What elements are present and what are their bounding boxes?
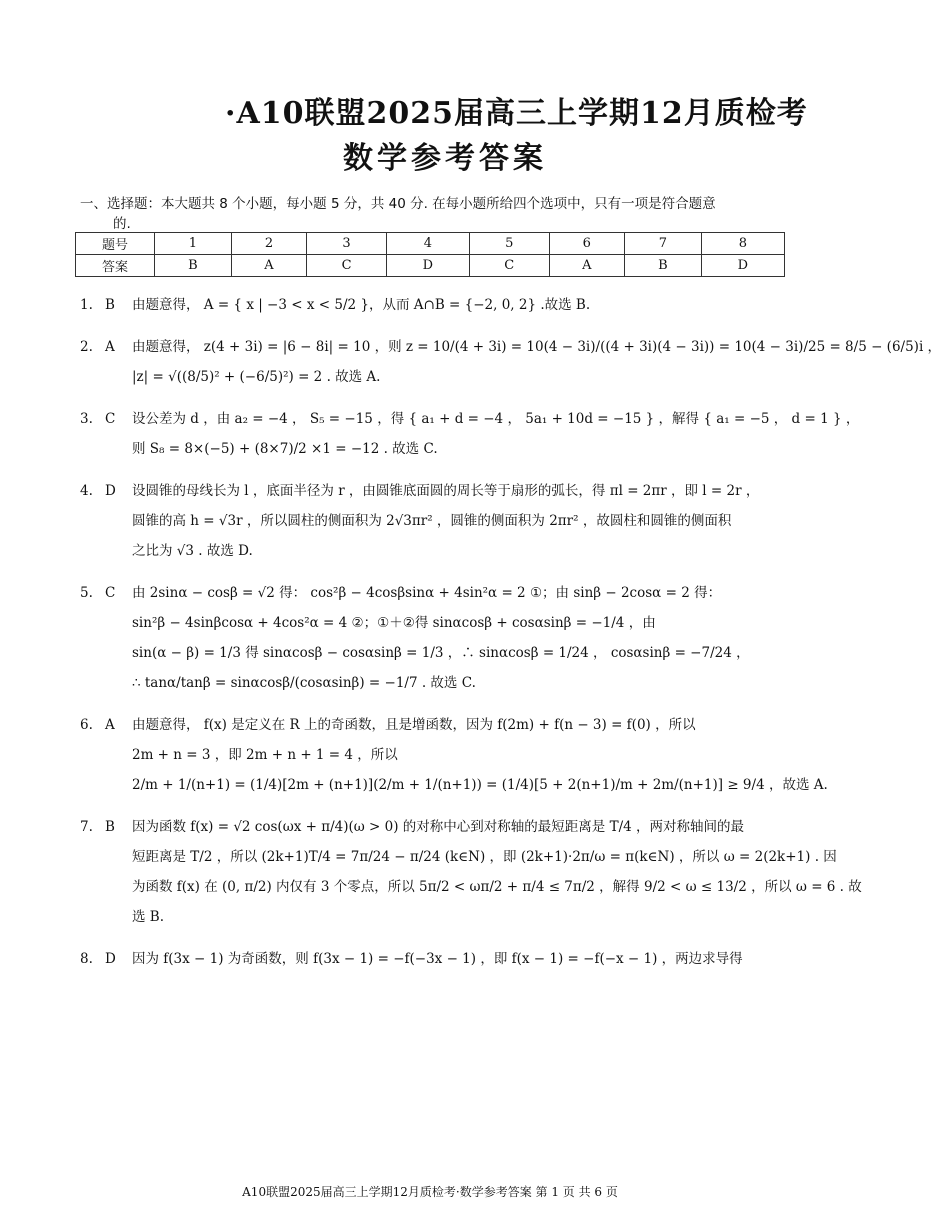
solution-line: 由题意得， z(4 + 3i) = |6 − 8i| = 10 ，则 z = 10/(4 + 3i) = 10(4 − 3i)/((4 + 3i)(4 − 3i)) = 10(4 − 3i)/25 = 8/5 − (6/5)i ， — [132, 339, 941, 355]
solution-answer: C — [105, 585, 116, 601]
question-number: 4 — [386, 233, 469, 255]
section-heading — [80, 194, 785, 234]
section-heading-line: 的. — [113, 216, 131, 232]
solution-body — [132, 332, 941, 392]
question-number: 5 — [469, 233, 549, 255]
solution-line: 设公差为 d ，由 a₂ = −4 ， S₅ = −15 ，得 { a₁ + d = −4 ， 5a₁ + 10d = −15 } ，解得 { a₁ = −5 ， d = 1 } ， — [132, 411, 860, 427]
solution-answer: D — [105, 483, 116, 499]
solution-line: 因为函数 f(x) = √2 cos(ωx + π/4)(ω > 0) 的对称中心到对称轴的最短距离是 T/4 ，两对称轴间的最 — [132, 819, 745, 835]
solution-item — [80, 812, 862, 932]
solution-item — [80, 290, 790, 320]
solution-line: 则 S₈ = 8×(−5) + (8×7)/2 ×1 = −12 . 故选 C. — [132, 441, 438, 457]
solution-line: 由题意得， A = { x | −3 < x < 5/2 }，从而 A∩B = {−2, 0, 2} .故选 B. — [132, 297, 591, 313]
solution-body — [132, 944, 790, 974]
solution-line: 2m + n = 3 ，即 2m + n + 1 = 4 ，所以 — [132, 747, 398, 763]
solution-answer: B — [105, 297, 115, 313]
solution-item — [80, 404, 860, 464]
solution-number: 4. — [80, 483, 93, 499]
answer-cell: A — [231, 255, 307, 277]
solutions-list — [80, 290, 941, 986]
header-label: 题号 — [76, 233, 155, 255]
solution-number: 5. — [80, 585, 93, 601]
answer-cell: A — [549, 255, 625, 277]
answer-label: 答案 — [76, 255, 155, 277]
solution-body — [132, 404, 859, 464]
solution-line: 选 B. — [132, 909, 165, 925]
page-title: ·A10联盟2025届高三上学期12月质检考 — [225, 96, 808, 131]
page-subtitle: 数学参考答案 — [343, 141, 547, 176]
answer-cell: D — [386, 255, 469, 277]
solution-line: sin(α − β) = 1/3 得 sinαcosβ − cosαsinβ = 1/3 ，∴ sinαcosβ = 1/24 ， cosαsinβ = −7/24 ， — [132, 645, 750, 661]
solution-line: 圆锥的高 h = √3r ，所以圆柱的侧面积为 2√3πr² ，圆锥的侧面积为 2πr² ，故圆柱和圆锥的侧面积 — [132, 513, 732, 529]
solution-item — [80, 710, 828, 800]
question-number: 7 — [625, 233, 702, 255]
solution-line: 由题意得， f(x) 是定义在 R 上的奇函数，且是增函数，因为 f(2m) + f(n − 3) = f(0) ，所以 — [132, 717, 696, 733]
solution-line: 短距离是 T/2 ，所以 (2k+1)T/4 = 7π/24 − π/24 (k∈N) ，即 (2k+1)·2π/ω = π(k∈N) ，所以 ω = 2(2k+1) . 因 — [132, 849, 837, 865]
solution-number: 7. — [80, 819, 93, 835]
question-number: 6 — [549, 233, 625, 255]
solution-number: 8. — [80, 951, 93, 967]
solution-line: |z| = √((8/5)² + (−6/5)²) = 2 . 故选 A. — [132, 369, 381, 385]
solution-number: 3. — [80, 411, 93, 427]
solution-body — [132, 290, 790, 320]
section-heading-line: 一、选择题：本大题共 8 个小题，每小题 5 分，共 40 分. 在每小题所给四个选项中，只有一项是符合题意 — [80, 196, 716, 212]
question-number: 1 — [155, 233, 232, 255]
answer-cell: B — [625, 255, 702, 277]
solution-item — [80, 578, 790, 698]
page-footer: A10联盟2025届高三上学期12月质检考·数学参考答案 第 1 页 共 6 页 — [242, 1185, 618, 1199]
answer-cell: B — [155, 255, 232, 277]
answer-table-number-row — [76, 233, 785, 255]
solution-answer: C — [105, 411, 116, 427]
answer-cell: C — [469, 255, 549, 277]
solution-answer: D — [105, 951, 116, 967]
solution-body — [132, 476, 790, 566]
solution-line: 设圆锥的母线长为 l ，底面半径为 r ，由圆锥底面圆的周长等于扇形的弧长，得 πl = 2πr ，即 l = 2r ， — [132, 483, 760, 499]
answer-cell: C — [307, 255, 387, 277]
solution-body — [132, 812, 862, 932]
solution-line: ∴ tanα/tanβ = sinαcosβ/(cosαsinβ) = −1/7 . 故选 C. — [132, 675, 476, 691]
solution-line: 由 2sinα − cosβ = √2 得： cos²β − 4cosβsinα + 4sin²α = 2 ①；由 sinβ − 2cosα = 2 得： — [132, 585, 722, 601]
solution-line: 之比为 √3 . 故选 D. — [132, 543, 253, 559]
solution-line: 因为 f(3x − 1) 为奇函数，则 f(3x − 1) = −f(−3x − 1) ，即 f(x − 1) = −f(−x − 1) ，两边求导得 — [132, 951, 743, 967]
solution-body — [132, 710, 828, 800]
solution-number: 1. — [80, 297, 93, 313]
question-number: 8 — [701, 233, 784, 255]
answer-table — [75, 232, 785, 277]
answer-table-answer-row — [76, 255, 785, 277]
question-number: 2 — [231, 233, 307, 255]
solution-item — [80, 944, 790, 974]
answer-cell: D — [701, 255, 784, 277]
solution-number: 2. — [80, 339, 93, 355]
solution-answer: B — [105, 819, 115, 835]
solution-item — [80, 476, 790, 566]
solution-item — [80, 332, 941, 392]
solution-answer: A — [105, 339, 115, 355]
solution-body — [132, 578, 790, 698]
solution-line: sin²β − 4sinβcosα + 4cos²α = 4 ②；①＋②得 sinαcosβ + cosαsinβ = −1/4 ，由 — [132, 615, 656, 631]
question-number: 3 — [307, 233, 387, 255]
solution-line: 2/m + 1/(n+1) = (1/4)[2m + (n+1)](2/m + 1/(n+1)) = (1/4)[5 + 2(n+1)/m + 2m/(n+1)] ≥ 9/4 ，故选 A. — [132, 777, 828, 793]
solution-line: 为函数 f(x) 在 (0, π/2) 内仅有 3 个零点，所以 5π/2 < ωπ/2 + π/4 ≤ 7π/2 ，解得 9/2 < ω ≤ 13/2 ，所以 ω = 6 . 故 — [132, 879, 862, 895]
solution-number: 6. — [80, 717, 93, 733]
solution-answer: A — [105, 717, 115, 733]
